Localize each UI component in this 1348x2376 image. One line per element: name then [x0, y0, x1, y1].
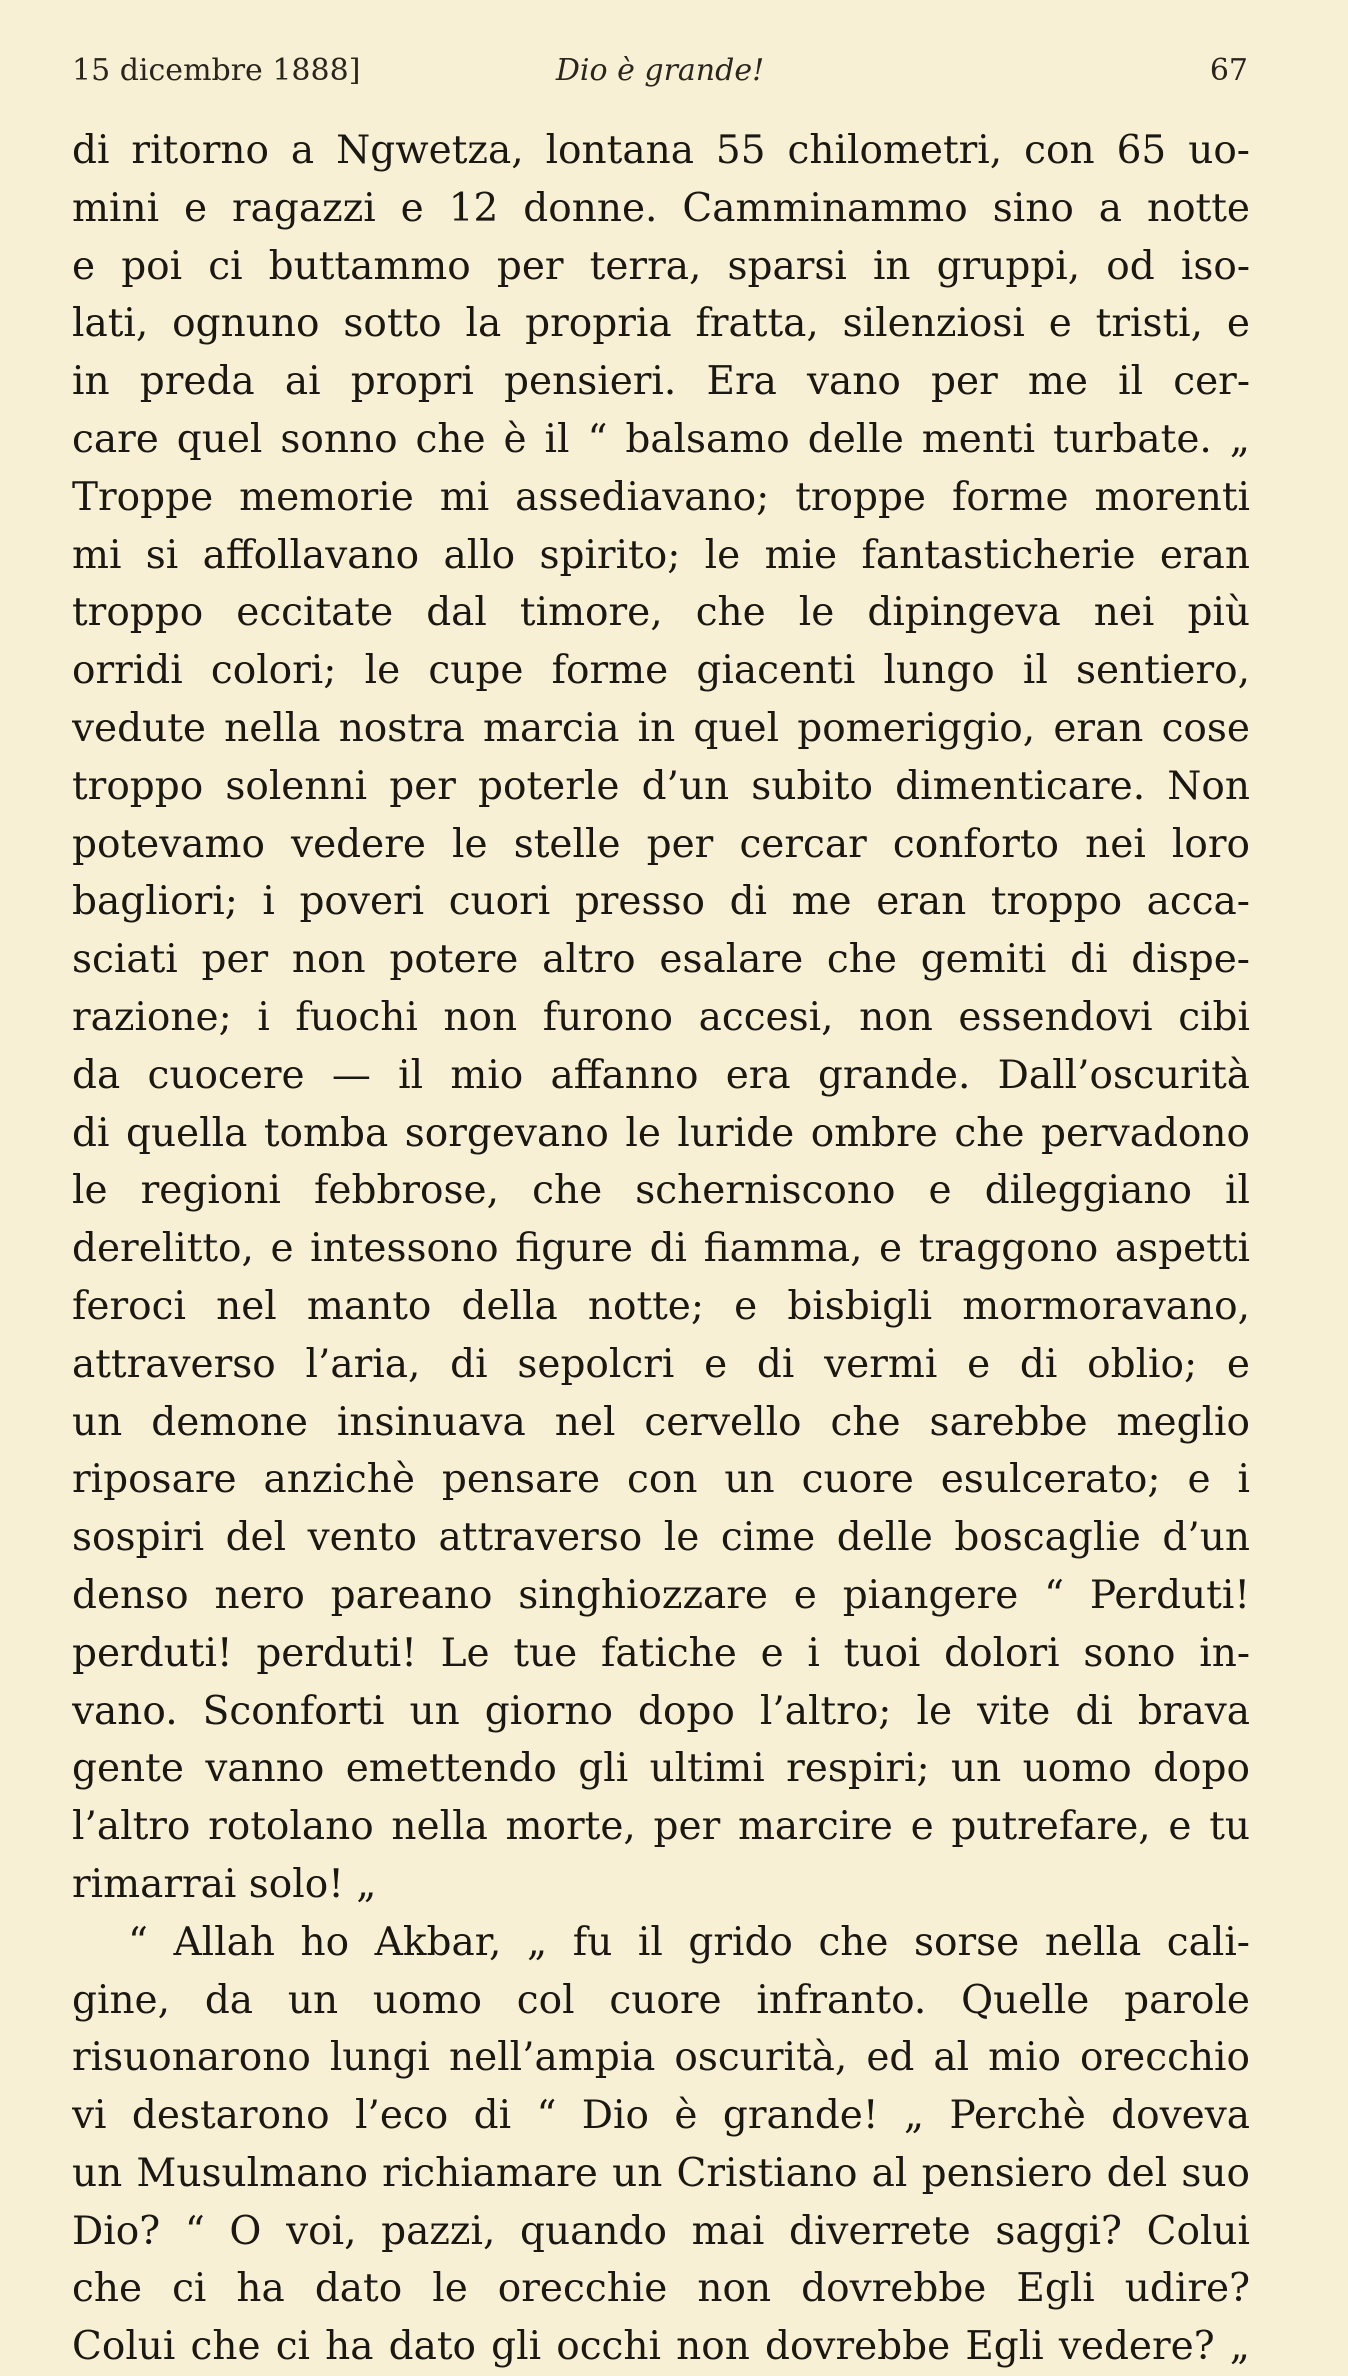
page-number: 67	[1209, 53, 1248, 88]
text-line: vi destarono l’eco di “ Dio è grande! „ Perchè doveva	[72, 2093, 1250, 2139]
text-line: mini e ragazzi e 12 donne. Camminammo sino a notte	[72, 185, 1250, 231]
running-head	[72, 46, 1248, 96]
header-title: Dio è grande!	[555, 53, 765, 88]
paragraph-start-line: “ Allah ho Akbar, „ fu il grido che sorse nella cali-	[128, 1919, 1250, 1965]
text-line: le regioni febbrose, che scherniscono e dileggiano il	[72, 1168, 1250, 1214]
text-line: care quel sonno che è il “ balsamo delle menti turbate. „	[72, 416, 1250, 462]
text-line: troppo solenni per poterle d’un subito dimenticare. Non	[72, 763, 1250, 809]
text-line: un Musulmano richiamare un Cristiano al pensiero del suo	[72, 2150, 1250, 2196]
text-line: di quella tomba sorgevano le luride ombre che pervadono	[72, 1110, 1250, 1156]
text-line: vedute nella nostra marcia in quel pomeriggio, eran cose	[72, 705, 1250, 751]
text-line: troppo eccitate dal timore, che le dipingeva nei più	[72, 590, 1250, 636]
text-line: l’altro rotolano nella morte, per marcire e putrefare, e tu	[72, 1804, 1250, 1850]
text-line: gine, da un uomo col cuore infranto. Quelle parole	[72, 1977, 1250, 2023]
text-line: derelitto, e intessono figure di fiamma, e traggono aspetti	[72, 1226, 1250, 1272]
text-line: feroci nel manto della notte; e bisbigli mormoravano,	[72, 1283, 1250, 1329]
text-line: riposare anzichè pensare con un cuore esulcerato; e i	[72, 1457, 1250, 1503]
text-line: attraverso l’aria, di sepolcri e di vermi e di oblio; e	[72, 1341, 1250, 1387]
text-line: di ritorno a Ngwetza, lontana 55 chilometri, con 65 uo-	[72, 128, 1250, 173]
text-line: in preda ai propri pensieri. Era vano per me il cer-	[72, 359, 1250, 405]
text-line: Colui che ci ha dato gli occhi non dovrebbe Egli vedere? „	[72, 2324, 1250, 2370]
text-line: che ci ha dato le orecchie non dovrebbe Egli udire?	[72, 2266, 1250, 2312]
body-text	[72, 122, 1250, 2376]
text-line: Troppe memorie mi assediavano; troppe forme morenti	[72, 474, 1250, 520]
paragraph-end-line: rimarrai solo! „	[72, 1861, 377, 1907]
text-line: vano. Sconforti un giorno dopo l’altro; le vite di brava	[72, 1688, 1250, 1734]
text-line: mi si affollavano allo spirito; le mie fantasticherie eran	[72, 532, 1250, 578]
text-line: perduti! perduti! Le tue fatiche e i tuoi dolori sono in-	[72, 1630, 1250, 1676]
text-line: lati, ognuno sotto la propria fratta, silenziosi e tristi, e	[72, 301, 1250, 347]
text-line: sciati per non potere altro esalare che gemiti di dispe-	[72, 937, 1250, 983]
header-date: 15 dicembre 1888]	[72, 53, 361, 88]
text-line: sospiri del vento attraverso le cime delle boscaglie d’un	[72, 1515, 1250, 1561]
text-line: bagliori; i poveri cuori presso di me eran troppo acca-	[72, 879, 1250, 925]
text-line: Dio? “ O voi, pazzi, quando mai diverrete saggi? Colui	[72, 2208, 1250, 2254]
text-line: e poi ci buttammo per terra, sparsi in gruppi, od iso-	[72, 243, 1250, 289]
text-line: gente vanno emettendo gli ultimi respiri; un uomo dopo	[72, 1746, 1250, 1792]
text-line: da cuocere — il mio affanno era grande. Dall’oscurità	[72, 1052, 1250, 1098]
text-line: razione; i fuochi non furono accesi, non essendovi cibi	[72, 994, 1250, 1040]
text-line: potevamo vedere le stelle per cercar conforto nei loro	[72, 821, 1250, 867]
text-line: un demone insinuava nel cervello che sarebbe meglio	[72, 1399, 1250, 1445]
text-line: risuonarono lungi nell’ampia oscurità, ed al mio orecchio	[72, 2035, 1250, 2081]
text-line: denso nero pareano singhiozzare e piangere “ Perduti!	[72, 1572, 1250, 1618]
text-line: orridi colori; le cupe forme giacenti lungo il sentiero,	[72, 648, 1250, 694]
